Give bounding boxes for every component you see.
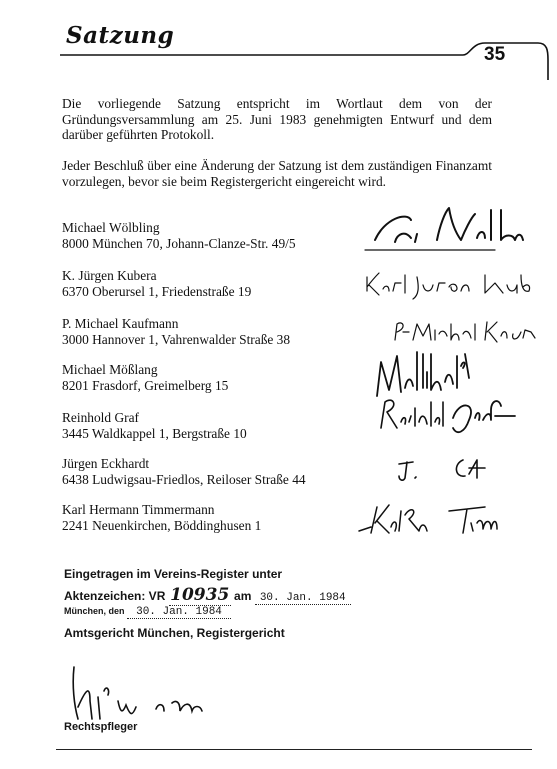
official-role: Rechtspfleger	[64, 721, 138, 733]
member-address: 8201 Frasdorf, Greimelberg 15	[62, 378, 229, 393]
paragraph-amendment: Jeder Beschluß über eine Änderung der Satzung ist dem zuständigen Finanzamt vorzulegen, bevor sie beim Registergericht eingereicht wird.	[62, 158, 492, 189]
member-name: Michael Wölbling	[62, 220, 160, 235]
member-address: 2241 Neuenkirchen, Böddinghusen 1	[62, 518, 262, 533]
signature-woelbling	[345, 200, 540, 260]
register-muenchen-line	[64, 606, 231, 619]
signature-eckhardt	[345, 440, 540, 500]
member-name: Karl Hermann Timmermann	[62, 502, 215, 517]
member-name: K. Jürgen Kubera	[62, 268, 157, 283]
member-entry	[62, 502, 362, 534]
footer-rule	[56, 749, 532, 750]
member-address: 3000 Hannover 1, Vahrenwalder Straße 38	[62, 332, 291, 347]
register-stamp-heading: Eingetragen im Vereins-Register unter	[64, 567, 283, 581]
muenchen-date: 30. Jan. 1984	[127, 606, 231, 619]
page-header-title: Satzung	[66, 22, 175, 49]
member-name: Jürgen Eckhardt	[62, 456, 150, 471]
signature-timmermann	[345, 493, 540, 553]
header-rule	[60, 40, 550, 80]
register-date: 30. Jan. 1984	[255, 592, 351, 605]
register-aktenzeichen-line	[64, 585, 351, 606]
member-name: Reinhold Graf	[62, 410, 139, 425]
muenchen-label: München, den	[64, 606, 125, 616]
paragraph-wording: Die vorliegende Satzung entspricht im Wortlaut dem von der Gründungsversammlung am 25. Juni 1983 genehmigten Entwurf und dem darüber geführten Protokoll.	[62, 96, 492, 142]
member-name: P. Michael Kaufmann	[62, 316, 179, 331]
member-address: 8000 München 70, Johann-Clanze-Str. 49/5	[62, 236, 296, 251]
member-entry	[62, 268, 362, 300]
member-entry	[62, 410, 362, 442]
member-entry	[62, 456, 362, 488]
member-name: Michael Mößlang	[62, 362, 158, 377]
page-number: 35	[484, 44, 506, 65]
am-label: am	[234, 589, 252, 603]
aktenzeichen-value: 10935	[170, 585, 230, 605]
member-address: 3445 Waldkappel 1, Bergstraße 10	[62, 426, 247, 441]
signature-graf	[345, 388, 540, 448]
official-signature	[60, 645, 240, 725]
member-entry	[62, 362, 362, 394]
member-address: 6438 Ludwigsau-Friedlos, Reiloser Straße 44	[62, 472, 306, 487]
member-entry	[62, 220, 362, 252]
member-entry	[62, 316, 362, 348]
member-address: 6370 Oberursel 1, Friedenstraße 19	[62, 284, 252, 299]
court-name: Amtsgericht München, Registergericht	[64, 626, 285, 640]
aktenzeichen-label: Aktenzeichen: VR	[64, 589, 166, 603]
